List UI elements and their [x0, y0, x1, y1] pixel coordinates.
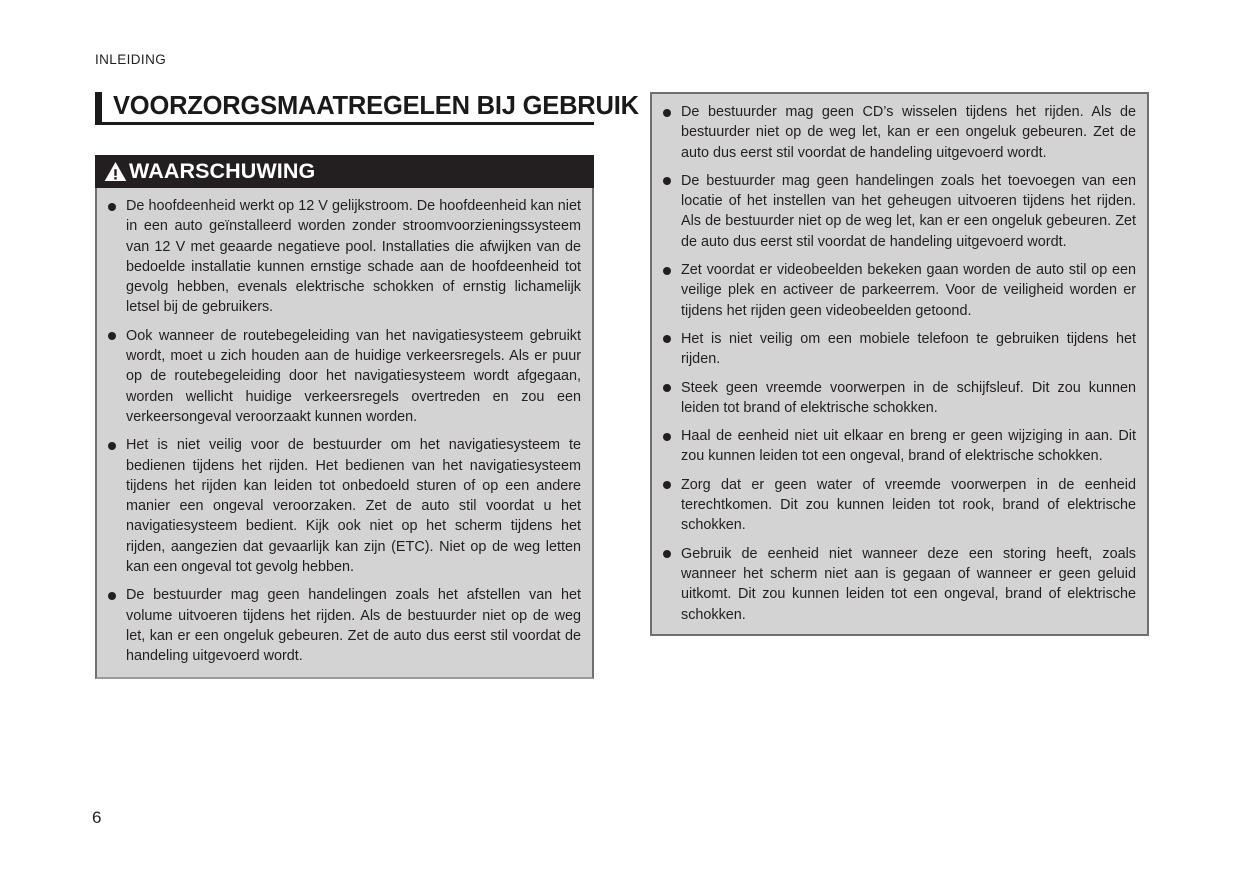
- list-item: [661, 260, 1136, 321]
- bullet-dot-icon: [663, 177, 671, 185]
- list-item-text: Haal de eenheid niet uit elkaar en breng er geen wijziging in aan. Dit zou kunnen leiden tot een ongeval, brand of elektrische schokken.: [681, 428, 1136, 465]
- list-item-text: De hoofdeenheid werkt op 12 V gelijkstroom. De hoofdeenheid kan niet in een auto geïnstalleerd worden zonder stroomvoorzieningssysteem van 12 V met geaarde negatieve pool. Installaties die afwijken van de bedoelde installatie kunnen ernstige schade aan de hoofdeenheid tot gevolg hebben, evenals elektrische schokken of ernstig lichamelijk letsel bij de gebruikers.: [126, 198, 581, 316]
- warning-bullet-list: [106, 196, 581, 667]
- warning-bullet-list-continued: [661, 102, 1136, 625]
- page-number: 6: [92, 808, 102, 827]
- bullet-dot-icon: [108, 332, 116, 340]
- list-item-text: Zet voordat er videobeelden bekeken gaan worden de auto stil op een veilige plek en activeer de parkeerrem. Voor de veiligheid worden er tijdens het rijden geen videobeelden getoond.: [681, 262, 1136, 319]
- bullet-dot-icon: [663, 335, 671, 343]
- page-title: VOORZORGSMAATREGELEN BIJ GEBRUIK: [113, 92, 639, 120]
- bullet-dot-icon: [108, 203, 116, 211]
- list-item-text: Steek geen vreemde voorwerpen in de schijfsleuf. Dit zou kunnen leiden tot brand of elektrische schokken.: [681, 379, 1136, 416]
- list-item: [106, 585, 581, 666]
- bullet-dot-icon: [663, 267, 671, 275]
- list-item-text: Gebruik de eenheid niet wanneer deze een storing heeft, zoals wanneer het scherm niet aan is gegaan of wanneer er geen geluid uitkomt. Dit zou kunnen leiden tot een ongeval, brand of elektrische schokken.: [681, 545, 1136, 623]
- bullet-dot-icon: [663, 433, 671, 441]
- section-heading-rule: [95, 122, 594, 125]
- list-item: [661, 378, 1136, 419]
- section-heading: [95, 92, 639, 122]
- bullet-dot-icon: [663, 384, 671, 392]
- list-item: [106, 435, 581, 577]
- warning-triangle-icon: [104, 161, 127, 182]
- list-item: [661, 171, 1136, 252]
- list-item: [661, 426, 1136, 467]
- list-item-text: Het is niet veilig om een mobiele telefoon te gebruiken tijdens het rijden.: [681, 330, 1136, 368]
- list-item-text: De bestuurder mag geen handelingen zoals het toevoegen van een locatie of het instellen van het geheugen uitvoeren tijdens het rijden. Als de bestuurder niet op de weg let, kan er een ongeluk gebeuren. Zet de auto dus eerst stil voordat de handeling uitgevoerd wordt.: [681, 172, 1136, 250]
- section-heading-block: [95, 92, 639, 125]
- list-item: [106, 326, 581, 427]
- warning-panel-header: [95, 155, 594, 188]
- list-item-text: Ook wanneer de routebegeleiding van het navigatiesysteem gebruikt wordt, moet u zich houden aan de huidige verkeersregels. Als er puur op de routebegeleiding door het navigatiesysteem wordt afgegaan, worden wellicht huidige verkeersregels overtreden en zou een verkeersongeval veroorzaakt kunnen worden.: [126, 327, 581, 425]
- bullet-dot-icon: [663, 109, 671, 117]
- list-item: [661, 475, 1136, 536]
- warning-panel-continued: [650, 92, 1149, 636]
- warning-panel-body: [95, 188, 594, 679]
- warning-panel-heading-label: WAARSCHUWING: [129, 158, 316, 183]
- list-item-text: De bestuurder mag geen CD’s wisselen tijdens het rijden. Als de bestuurder niet op de weg let, kan er een ongeluk gebeuren. Zet de auto dus eerst stil voordat de handeling uitgevoerd wordt.: [681, 104, 1136, 161]
- list-item-text: Het is niet veilig voor de bestuurder om het navigatiesysteem te bedienen tijdens het rijden. Het bedienen van het navigatiesysteem tijdens het rijden kan leiden tot onbedoeld sturen of op een andere manier een ongeval veroorzaken. Zet de auto stil voordat u het navigatiesysteem bedient. Kijk ook niet op het scherm tijdens het rijden, aangezien dat gevaarlijk kan zijn (ETC). Niet op de weg letten kan een ongeval tot gevolg hebben.: [126, 437, 581, 576]
- warning-panel: [95, 155, 594, 679]
- list-item: [661, 329, 1136, 370]
- list-item-text: Zorg dat er geen water of vreemde voorwerpen in de eenheid terechtkomen. Dit zou kunnen leiden tot rook, brand of elektrische schokken.: [681, 476, 1136, 534]
- list-item: [661, 544, 1136, 625]
- bullet-dot-icon: [663, 481, 671, 489]
- list-item: [661, 102, 1136, 163]
- bullet-dot-icon: [663, 550, 671, 558]
- list-item-text: De bestuurder mag geen handelingen zoals het afstellen van het volume uitvoeren tijdens het rijden. Als de bestuurder niet op de weg let, kan er een ongeluk gebeuren. Zet de auto dus eerst stil voordat de handeling uitgevoerd wordt.: [126, 587, 581, 665]
- running-head: INLEIDING: [95, 52, 167, 67]
- bullet-dot-icon: [108, 442, 116, 450]
- list-item: [106, 196, 581, 318]
- bullet-dot-icon: [108, 592, 116, 600]
